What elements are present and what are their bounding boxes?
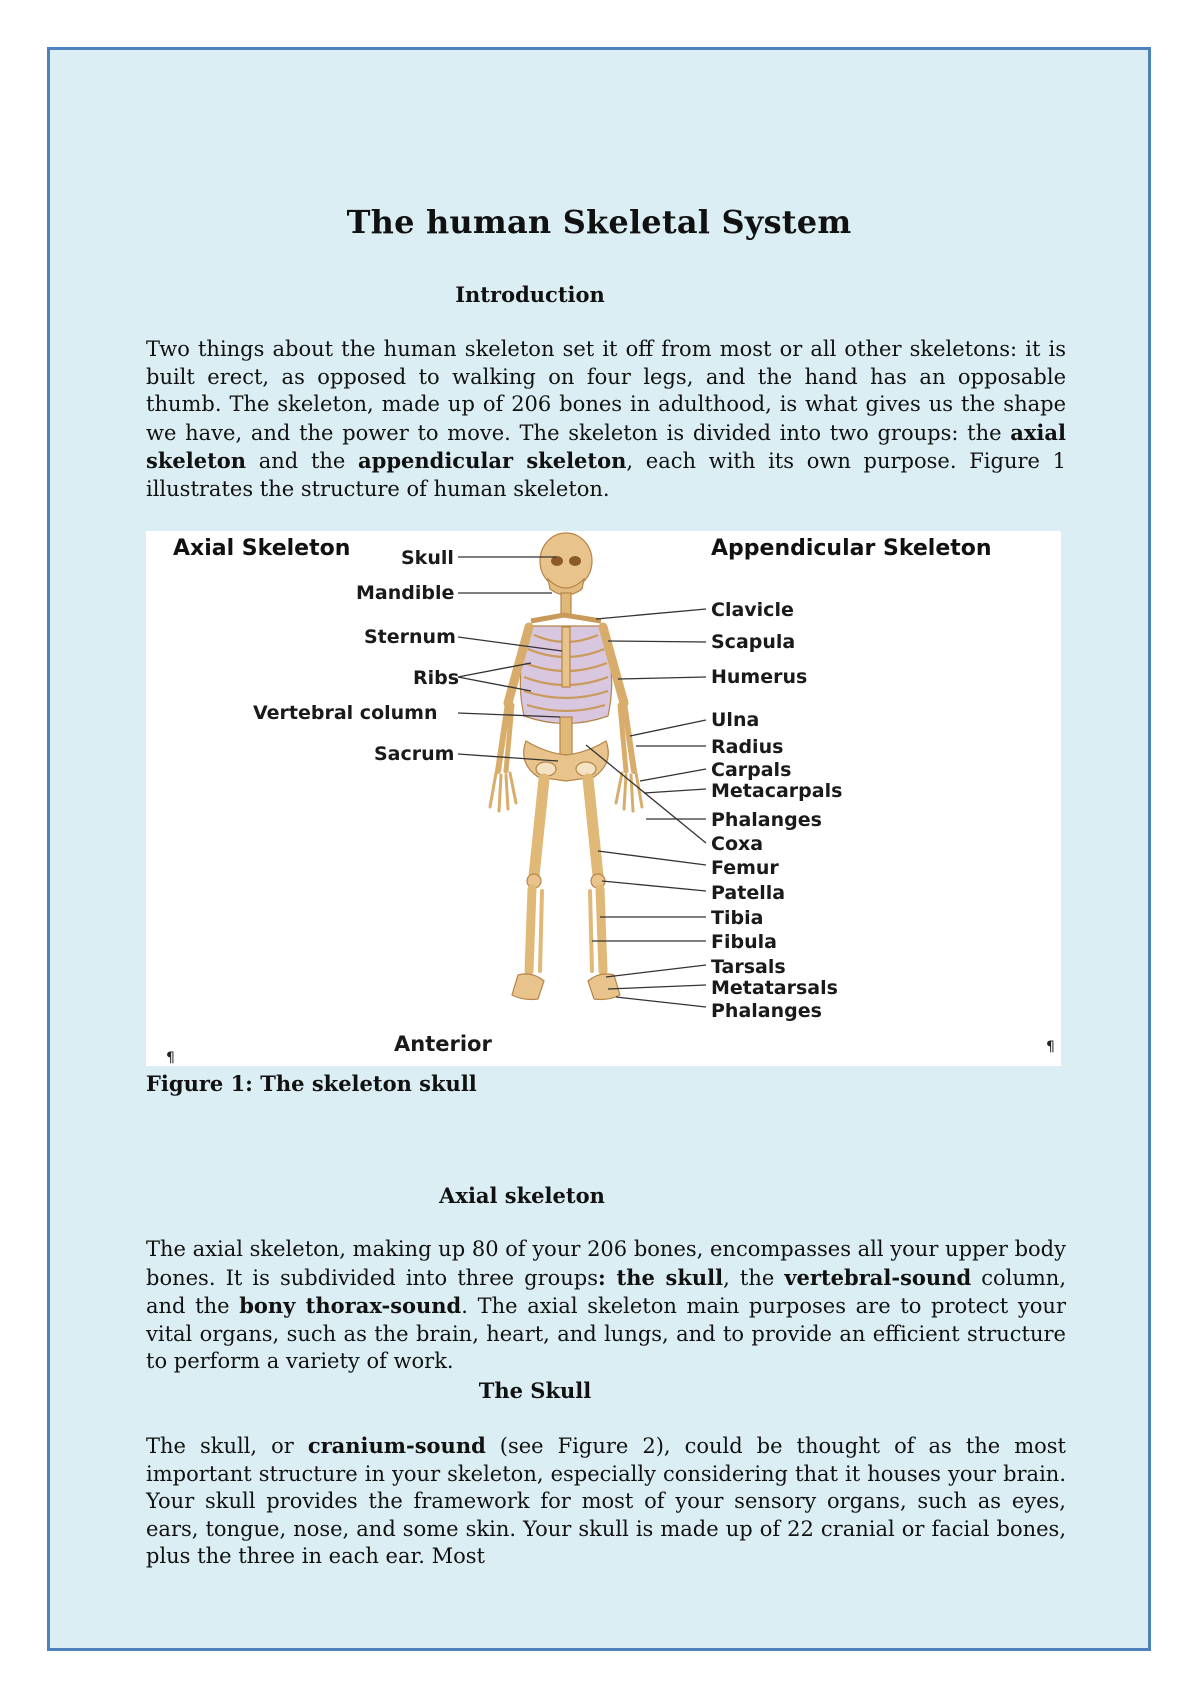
label-tibia: Tibia bbox=[711, 907, 764, 929]
document-title: The human Skeletal System bbox=[346, 203, 852, 241]
pilcrow-mark-right: ¶ bbox=[1046, 1039, 1055, 1055]
intro-text-3: , each with its own purpose. Figure 1 illustrates the structure of human skeleton. bbox=[146, 449, 1067, 501]
label-metatarsals: Metatarsals bbox=[711, 977, 838, 999]
figure-caption: Figure 1: The skeleton skull bbox=[146, 1071, 477, 1096]
label-scapula: Scapula bbox=[711, 631, 796, 653]
label-coxa: Coxa bbox=[711, 833, 764, 855]
intro-heading: Introduction bbox=[455, 282, 605, 307]
page-frame bbox=[47, 47, 1151, 1651]
label-anterior: Anterior bbox=[394, 1032, 492, 1056]
axial-text-1: The axial skeleton, making up 80 of your 206 bones, encompasses all your upper body bones. It is subdivided into three groups bbox=[146, 1237, 1066, 1290]
label-ribs: Ribs bbox=[413, 667, 460, 689]
intro-bold-appendicular: appendicular skeleton bbox=[358, 448, 627, 473]
pilcrow-mark-left: ¶ bbox=[166, 1050, 175, 1066]
skull-heading: The Skull bbox=[478, 1378, 592, 1403]
label-sacrum: Sacrum bbox=[374, 743, 455, 765]
skull-bold-cranium: cranium-sound bbox=[307, 1433, 486, 1458]
label-clavicle: Clavicle bbox=[711, 599, 794, 621]
label-fibula: Fibula bbox=[711, 931, 777, 953]
axial-heading: Axial skeleton bbox=[439, 1183, 605, 1208]
intro-text-2: and the bbox=[246, 449, 359, 473]
axial-text-2: , the bbox=[723, 1265, 785, 1290]
intro-text-1: Two things about the human skeleton set it off from most or all other skeletons: it is built erect, as opposed to walking on four legs, and the hand has an opposable thumb. The skeleton, made up of 206 bones in adulthood, is what gives us the shape we have, and the power to move. The skeleton is divided into two groups: the bbox=[146, 337, 1066, 445]
skeleton-illustration bbox=[146, 531, 1061, 1066]
label-carpals: Carpals bbox=[711, 759, 792, 781]
label-skull: Skull bbox=[401, 547, 454, 569]
axial-bold-thorax: bony thorax-sound bbox=[239, 1293, 462, 1318]
intro-bold-axial: axial skeleton bbox=[146, 419, 1066, 473]
axial-skeleton-header: Axial Skeleton bbox=[173, 536, 351, 561]
skull-text-2: (see Figure 2), could be thought of as the most important structure in your skeleton, especially considering that it houses your brain. Your skull provides the framework for most of your sensory organs, such as eyes, ears, tongue, nose, and some skin. Your skull is made up of 22 cranial or facial bones, plus the three in each ear. Most bbox=[146, 1434, 1067, 1568]
skeleton-figure bbox=[146, 531, 1061, 1066]
label-sternum: Sternum bbox=[364, 626, 456, 648]
axial-text-4: . The axial skeleton main purposes are to protect your vital organs, such as the brain, heart, and lungs, and to provide an efficient structure to perform a variety of work. bbox=[146, 1294, 1066, 1373]
label-metacarpals: Metacarpals bbox=[711, 780, 843, 802]
label-mandible: Mandible bbox=[356, 582, 455, 604]
axial-bold-vertebral: vertebral-sound bbox=[784, 1264, 972, 1290]
axial-paragraph bbox=[146, 1236, 1066, 1376]
label-tarsals: Tarsals bbox=[711, 956, 786, 978]
intro-paragraph bbox=[146, 336, 1066, 503]
axial-bold-skull: : the skull bbox=[598, 1264, 724, 1290]
label-phalanges-hand: Phalanges bbox=[711, 809, 822, 831]
label-humerus: Humerus bbox=[711, 666, 808, 688]
skull-paragraph bbox=[146, 1432, 1066, 1571]
label-patella: Patella bbox=[711, 882, 786, 904]
axial-text-3: column, and the bbox=[146, 1265, 1066, 1318]
appendicular-skeleton-header: Appendicular Skeleton bbox=[711, 536, 992, 561]
label-femur: Femur bbox=[711, 857, 779, 879]
skeleton-body bbox=[490, 533, 642, 1000]
label-phalanges-foot: Phalanges bbox=[711, 1000, 822, 1022]
label-vertebral-column: Vertebral column bbox=[253, 702, 438, 724]
label-ulna: Ulna bbox=[711, 709, 760, 731]
label-radius: Radius bbox=[711, 736, 784, 758]
skull-text-1: The skull, or bbox=[146, 1434, 308, 1458]
